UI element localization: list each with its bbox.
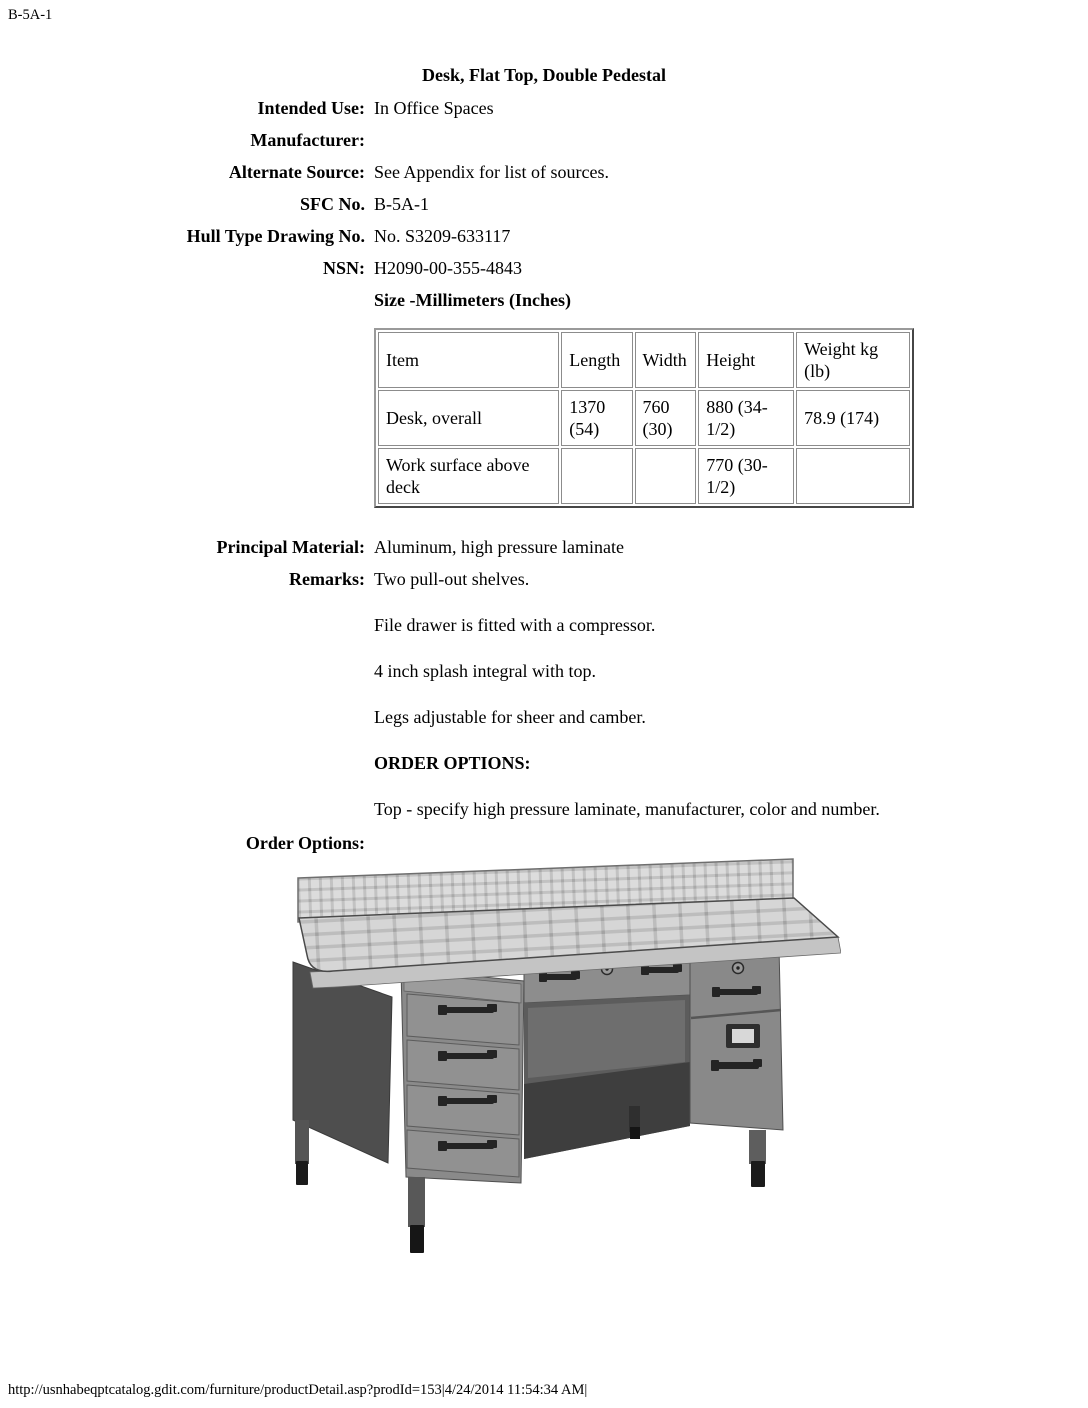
field-label: Remarks: bbox=[289, 569, 365, 589]
col-header-width: Width bbox=[635, 332, 697, 388]
field-row-sfc-no bbox=[0, 193, 1088, 215]
cell-item: Desk, overall bbox=[378, 390, 559, 446]
field-value: B-5A-1 bbox=[374, 194, 429, 214]
cell-weight: 78.9 (174) bbox=[796, 390, 910, 446]
order-options-text-row bbox=[0, 798, 1088, 820]
order-options-heading-row bbox=[0, 752, 1088, 774]
field-row-hull-type-drawing-no bbox=[0, 225, 1088, 247]
product-photo bbox=[285, 856, 841, 1262]
remark-row bbox=[0, 614, 1088, 636]
col-header-weight: Weight kg (lb) bbox=[796, 332, 910, 388]
field-label: Principal Material: bbox=[216, 537, 365, 557]
size-table-row bbox=[0, 328, 1088, 508]
desk-illustration bbox=[285, 856, 841, 1262]
col-header-item: Item bbox=[378, 332, 559, 388]
field-value: In Office Spaces bbox=[374, 98, 494, 118]
field-label: Intended Use: bbox=[257, 98, 365, 118]
field-row-alternate-source bbox=[0, 161, 1088, 183]
cell-length: 1370 (54) bbox=[561, 390, 632, 446]
field-label: Manufacturer: bbox=[250, 130, 365, 150]
table-row bbox=[378, 390, 910, 446]
remark-row bbox=[0, 706, 1088, 728]
field-row-nsn bbox=[0, 257, 1088, 279]
size-table bbox=[374, 328, 914, 508]
field-row-principal-material bbox=[0, 536, 1088, 558]
remark-text: File drawer is fitted with a compressor. bbox=[374, 615, 656, 635]
order-options-label-row bbox=[0, 832, 1088, 854]
field-label: Hull Type Drawing No. bbox=[186, 226, 365, 246]
field-label: NSN: bbox=[322, 258, 365, 278]
remark-text: Two pull-out shelves. bbox=[374, 569, 530, 589]
size-section-heading: Size -Millimeters (Inches) bbox=[374, 290, 571, 310]
print-footer-url: http://usnhabeqptcatalog.gdit.com/furniture/productDetail.asp?prodId=153|4/24/2014 11:54:34 AM| bbox=[8, 1382, 588, 1398]
field-row-manufacturer bbox=[0, 129, 1088, 151]
field-label: Alternate Source: bbox=[228, 162, 365, 182]
cell-width: 760 (30) bbox=[635, 390, 697, 446]
size-heading-row bbox=[0, 289, 1088, 311]
field-label: SFC No. bbox=[299, 194, 365, 214]
cell-item: Work surface above deck bbox=[378, 448, 559, 504]
col-header-length: Length bbox=[561, 332, 632, 388]
cell-weight bbox=[796, 448, 910, 504]
field-row-remarks bbox=[0, 568, 1088, 590]
page-title: Desk, Flat Top, Double Pedestal bbox=[421, 65, 667, 85]
desk-left-side bbox=[293, 962, 392, 1185]
field-value: H2090-00-355-4843 bbox=[374, 258, 522, 278]
table-row bbox=[378, 448, 910, 504]
desk-right-pedestal bbox=[690, 946, 783, 1187]
desk-left-pedestal bbox=[401, 969, 524, 1253]
col-header-height: Height bbox=[698, 332, 794, 388]
order-options-text: Top - specify high pressure laminate, manufacturer, color and number. bbox=[374, 799, 880, 819]
field-row-intended-use bbox=[0, 97, 1088, 119]
cell-height: 880 (34-1/2) bbox=[698, 390, 794, 446]
remark-row bbox=[0, 660, 1088, 682]
field-value: No. S3209-633117 bbox=[374, 226, 511, 246]
cell-width bbox=[635, 448, 697, 504]
desk-kneehole bbox=[524, 995, 690, 1159]
size-table-header-row bbox=[378, 332, 910, 388]
field-value: Aluminum, high pressure laminate bbox=[374, 537, 624, 557]
order-options-heading: ORDER OPTIONS: bbox=[374, 753, 531, 773]
order-options-label: Order Options: bbox=[245, 833, 365, 853]
cell-length bbox=[561, 448, 632, 504]
remark-text: Legs adjustable for sheer and camber. bbox=[374, 707, 646, 727]
field-value: See Appendix for list of sources. bbox=[374, 162, 609, 182]
remark-text: 4 inch splash integral with top. bbox=[374, 661, 596, 681]
field-value bbox=[374, 129, 914, 151]
cell-height: 770 (30-1/2) bbox=[698, 448, 794, 504]
doc-code: B-5A-1 bbox=[8, 7, 53, 23]
